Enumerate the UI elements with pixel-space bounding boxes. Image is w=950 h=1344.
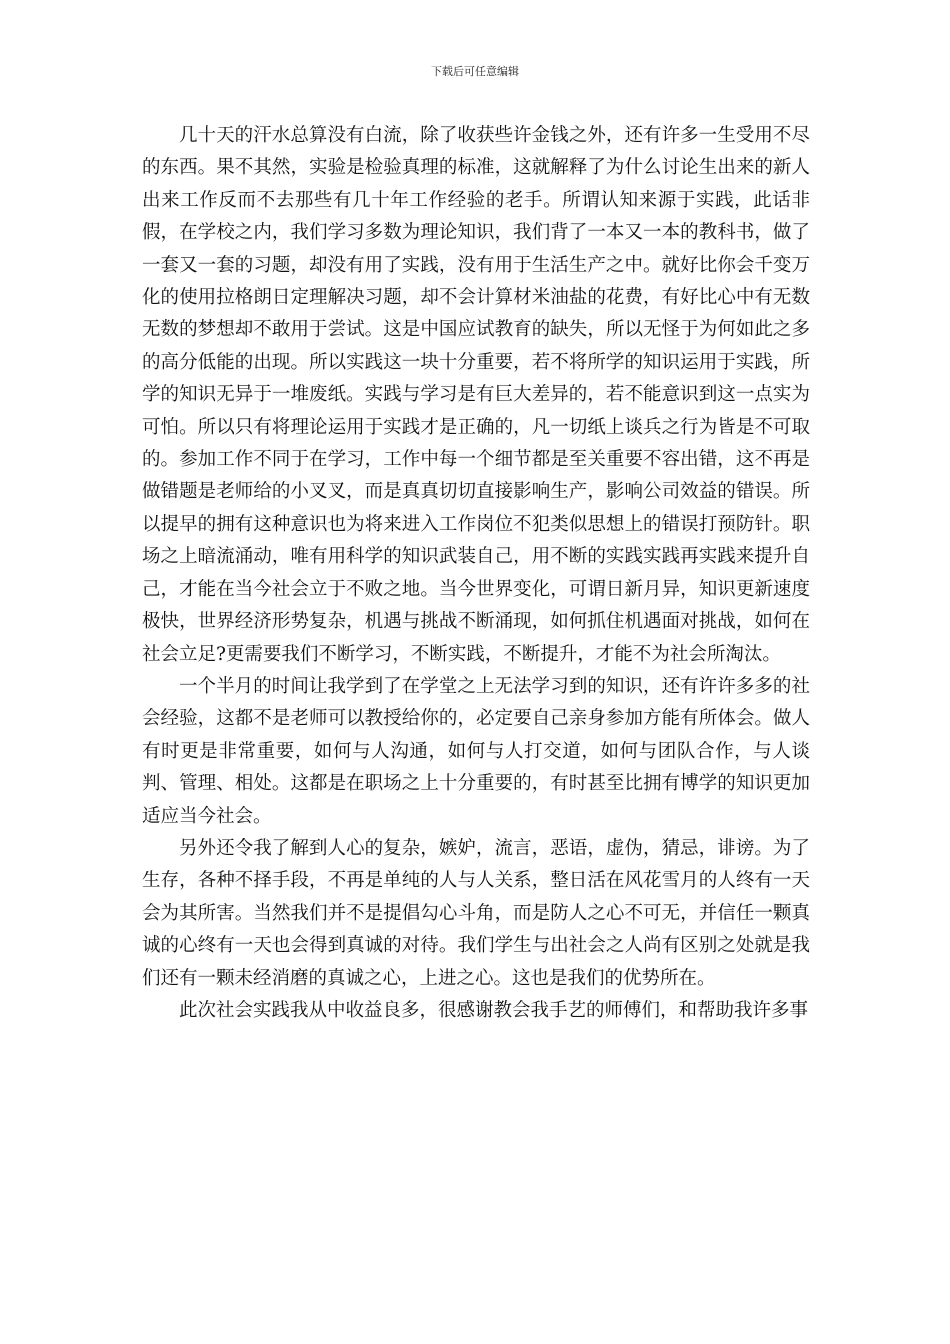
paragraph-human-nature: 另外还令我了解到人心的复杂，嫉妒，流言，恶语，虚伪，猜忌，诽谤。为了生存，各种不择手段，不再是单纯的人与人关系，整日活在风花雪月的人终有一天会为其所害。当然我们并不是提倡勾心斗角，而是防人之心不可无，并信任一颗真诚的心终有一天也会得到真诚的对待。我们学生与出社会之人尚有区别之处就是我们还有一颗未经消磨的真诚之心，上进之心。这也是我们的优势所在。 — [142, 837, 810, 989]
paragraph-gratitude: 此次社会实践我从中收益良多，很感谢教会我手艺的师傅们，和帮助我许多事 — [179, 999, 809, 1021]
page-header-note: 下载后可任意编辑 — [431, 65, 519, 78]
paragraph-practice-value: 几十天的汗水总算没有白流，除了收获些许金钱之外，还有许多一生受用不尽的东西。果不其然，实验是检验真理的标准，这就解释了为什么讨论生出来的新人出来工作反而不去那些有几十年工作经验的老手。所谓认知来源于实践，此话非假，在学校之内，我们学习多数为理论知识，我们背了一本又一本的教科书，做了一套又一套的习题，却没有用了实践，没有用于生活生产之中。就好比你会千变万化的使用拉格朗日定理解决习题，却不会计算材米油盐的花费，有好比心中有无数无数的梦想却不敢用于尝试。这是中国应试教育的缺失，所以无怪于为何如此之多的高分低能的出现。所以实践这一块十分重要，若不将所学的知识运用于实践，所学的知识无异于一堆废纸。实践与学习是有巨大差异的，若不能意识到这一点实为可怕。所以只有将理论运用于实践才是正确的，凡一切纸上谈兵之行为皆是不可取的。参加工作不同于在学习，工作中每一个细节都是至关重要不容出错，这不再是做错题是老师给的小叉叉，而是真真切切直接影响生产，影响公司效益的错误。所以提早的拥有这种意识也为将来进入工作岗位不犯类似思想上的错误打预防针。职场之上暗流涌动，唯有用科学的知识武装自己，用不断的实践实践再实践来提升自己，才能在当今社会立于不败之地。当今世界变化，可谓日新月异，知识更新速度极快，世界经济形势复杂，机遇与挑战不断涌现，如何抓住机遇面对挑战，如何在社会立足?更需要我们不断学习，不断实践，不断提升，才能不为社会所淘汰。 — [142, 125, 810, 665]
document-body — [142, 120, 810, 1027]
paragraph-social-experience: 一个半月的时间让我学到了在学堂之上无法学习到的知识，还有许许多多的社会经验，这都不是老师可以教授给你的，必定要自己亲身参加方能有所体会。做人有时更是非常重要，如何与人沟通，如何与人打交道，如何与团队合作，与人谈判、管理、相处。这都是在职场之上十分重要的，有时甚至比拥有博学的知识更加适应当今社会。 — [142, 675, 810, 827]
